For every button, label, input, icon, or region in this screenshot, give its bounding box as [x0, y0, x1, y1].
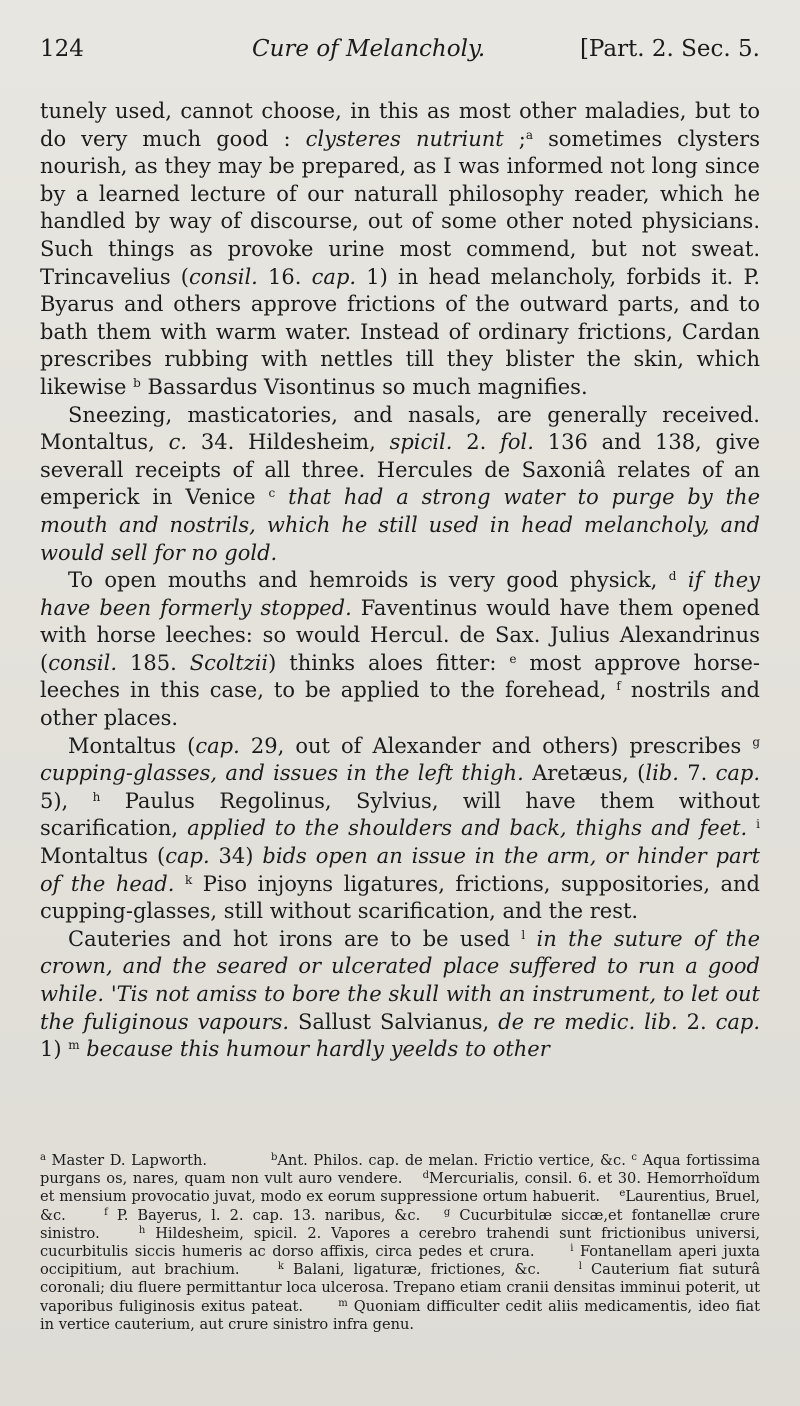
body-text	[40, 98, 760, 1064]
italic-run: consil.	[48, 650, 118, 675]
italic-run: spicil.	[389, 430, 453, 455]
running-header	[40, 36, 760, 72]
footnote-l: $^l$ Cauterium fiat suturâ coronali; diu fluere permittantur loca ulcerosa. Trepano etiam cranii densitas imminui poterit, ut vaporibus fuliginosis exitus pateat.	[40, 1261, 761, 1315]
footnote-b: $^b$Ant. Philos. cap. de melan. Frictio vertice, &c.	[270, 1152, 626, 1169]
text-run: Montaltus (	[40, 844, 166, 869]
text-run: Sallust Salvianus,	[289, 1009, 499, 1034]
text-run: Montaltus (	[68, 733, 196, 758]
footnote-ref-f: f	[616, 679, 621, 694]
paragraph-1	[40, 98, 760, 402]
italic-run: cap.	[715, 761, 760, 786]
italic-run: Scoltzii	[189, 650, 269, 675]
paragraph-4	[40, 733, 760, 926]
italic-run: applied to the shoulders and back, thighs and feet.	[187, 816, 748, 841]
italic-run: if they have been formerly stopped.	[40, 568, 760, 620]
footnote-ref-e: e	[509, 651, 517, 666]
footnote-e: $^e$Laurentius, Bruel, &c.	[40, 1188, 761, 1224]
italic-run: fol.	[500, 430, 534, 455]
footnote-ref-c: c	[268, 486, 276, 501]
italic-run: lib.	[645, 761, 679, 786]
text-run: 34. Hildesheim,	[187, 430, 390, 455]
text-run: Aretæus, (	[523, 761, 646, 786]
text-run: Faventinus would have them opened with horse leeches: so would Hercul. de Sax. Julius Alexandrinus (	[40, 595, 760, 675]
text-run: 185.	[117, 650, 190, 675]
footnote-f: $^f$ P. Bayerus, l. 2. cap. 13. naribus, &c.	[104, 1206, 421, 1224]
footnote-g: $^g$ Cucurbitulæ siccæ,et fontanellæ crure sinistro.	[40, 1206, 761, 1242]
footnote-m: $^m$ Quoniam difficulter cedit aliis medicamentis, ideo fiat in vertice cauterium, aut crure sinistro infra genu.	[40, 1297, 760, 1333]
footnote-k: $^k$ Balani, ligaturæ, frictiones, &c.	[277, 1261, 541, 1279]
italic-run: in the suture of the crown, and the seared or ulcerated place suffered to run a good while. 'Tis not amiss to bore the skull with an instrument, to let out the fuliginous vapours.	[40, 926, 760, 1034]
text-run: tunely used, cannot choose, in this as most other maladies, but to do very much good :	[40, 99, 760, 151]
italic-run: because this humour hardly yeelds to other	[79, 1037, 550, 1062]
italic-run: cap.	[195, 733, 240, 758]
text-run: 2.	[452, 430, 501, 455]
italic-run: that had a strong water to purge by the mouth and nostrils, which he still used in head melancholy, and would sell for no gold.	[40, 485, 760, 565]
italic-run: c.	[168, 430, 188, 455]
italic-run: cap.	[165, 844, 210, 869]
text-run: 29, out of Alexander and others) prescribes	[239, 733, 753, 758]
text-run: 136 and 138, give severall receipts of all three. Hercules de Saxoniâ relates of an emperick in Venice	[40, 430, 761, 510]
running-title: Cure of Melancholy.	[252, 36, 486, 62]
text-run: 1)	[40, 1037, 69, 1062]
footnote-a: $^a$ Master D. Lapworth.	[40, 1152, 207, 1169]
italic-run: consil.	[189, 264, 258, 289]
italic-run: clysteres nutriunt	[305, 126, 504, 151]
paragraph-5	[40, 926, 760, 1064]
footnote-h: $^h$ Hildesheim, spicil. 2. Vapores a cerebro trahendi sunt frictionibus universi, cucurbitulis siccis humeris ac dorso affixis, circa pedes et crura.	[40, 1224, 761, 1261]
footnote-ref-l: l	[521, 927, 526, 942]
section-reference: [Part. 2. Sec. 5.	[579, 36, 760, 62]
page-number: 124	[40, 36, 84, 62]
text-run: ) thinks aloes fitter:	[268, 650, 510, 675]
italic-run: de re medic. lib.	[498, 1009, 678, 1034]
paragraph-2	[40, 402, 760, 568]
text-run: Paulus Regolinus, Sylvius, will have them without scarification,	[40, 788, 760, 841]
footnote-ref-a: a	[525, 127, 533, 142]
italic-run: cap.	[311, 264, 357, 289]
footnote-ref-b: b	[133, 375, 141, 390]
footnote-ref-g: g	[752, 734, 760, 749]
footnote-ref-k: k	[184, 872, 193, 887]
text-run: Cauteries and hot irons are to be used	[68, 926, 522, 951]
text-run: 5),	[40, 788, 93, 813]
italic-run: cap.	[715, 1009, 760, 1034]
text-run: 16.	[257, 264, 312, 289]
text-run: nostrils and other places.	[40, 678, 760, 731]
text-run: 2.	[677, 1009, 716, 1034]
paragraph-3	[40, 567, 760, 733]
footnotes	[40, 1152, 760, 1334]
text-run: ;	[503, 126, 526, 151]
footnote-ref-m: m	[68, 1038, 80, 1053]
text-run: most approve horse-leeches in this case, to be applied to the forehead,	[40, 650, 760, 703]
footnote-i: $^i$ Fontanellam aperi juxta occipitium, aut brachium.	[40, 1243, 761, 1279]
text-run: 7.	[678, 761, 716, 786]
footnote-d: $^d$Mercurialis, consil. 6. et 30. Hemorrhoïdum et mensium provocatio juvat, modo ex eorum suppressione ortum habuerit.	[40, 1170, 760, 1206]
text-run: Sneezing, masticatories, and nasals, are generally received. Montaltus,	[40, 402, 760, 455]
text-run: Piso injoyns ligatures, frictions, suppositories, and cupping-glasses, still without scarification, and the rest.	[40, 871, 761, 924]
footnote-c: $^c$ Aqua fortissima purgans os, nares, quam non vult auro vendere.	[40, 1152, 761, 1188]
text-run: Bassardus Visontinus so much magnifies.	[140, 374, 588, 399]
text-run: 1) in head melancholy, forbids it. P. Byarus and others approve frictions of the outward parts, and to bath them with warm water. Instead of ordinary frictions, Cardan prescribes rubbing with nettles till they blister the skin, which likewise	[40, 264, 760, 399]
footnote-ref-h: h	[92, 789, 101, 804]
text-run: sometimes clysters nourish, as they may be prepared, as I was informed not long since by a learned lecture of our naturall philosophy reader, which he handled by way of discourse, out of some other noted physicians. Such things as provoke urine most commend, but not sweat. Trincavelius (	[40, 126, 760, 289]
italic-run: cupping-glasses, and issues in the left thigh.	[40, 761, 524, 786]
text-run: 34)	[209, 844, 263, 869]
footnote-ref-d: d	[668, 569, 677, 584]
footnote-ref-i: i	[756, 817, 760, 832]
italic-run: bids open an issue in the arm, or hinder part of the head.	[40, 844, 761, 896]
text-run: To open mouths and hemroids is very good physick,	[68, 568, 669, 593]
